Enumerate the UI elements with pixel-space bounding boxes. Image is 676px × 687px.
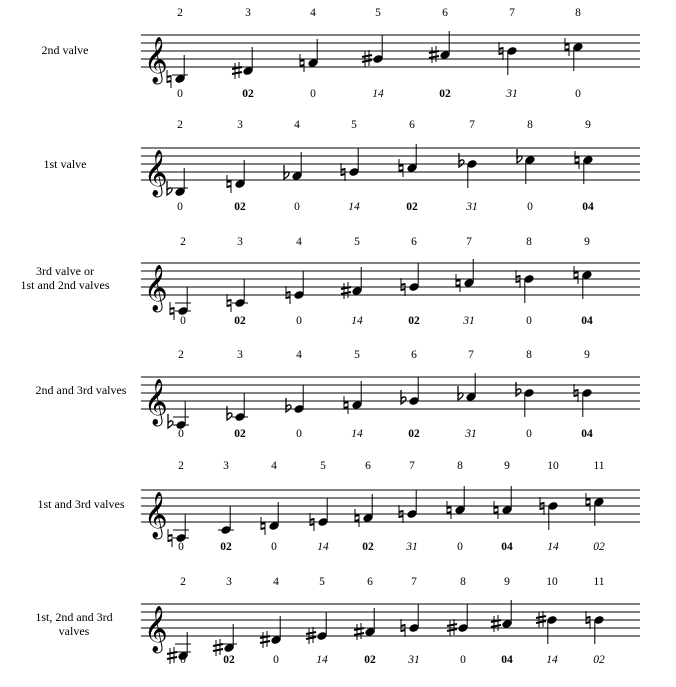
fingering-label: 0 <box>526 315 532 327</box>
fingering-label: 02 <box>234 428 246 440</box>
row-label-1st-valve: 1st valve <box>43 157 87 171</box>
partial-number: 7 <box>466 236 472 248</box>
note <box>213 624 237 656</box>
row-label-2nd-valve: 2nd valve <box>41 43 89 57</box>
fingering-label: 04 <box>501 654 513 666</box>
partial-number: 3 <box>245 7 251 19</box>
fingering-label: 04 <box>582 201 594 213</box>
partial-number: 10 <box>546 576 558 588</box>
fingering-label: 0 <box>310 88 316 100</box>
fingering-label: 0 <box>177 201 183 213</box>
partial-number: 8 <box>457 460 463 472</box>
partial-number: 8 <box>526 349 532 361</box>
fingering-label: 0 <box>180 315 186 327</box>
fingering-label: 02 <box>593 541 605 553</box>
fingering-label: 0 <box>457 541 463 553</box>
fingering-label: 14 <box>372 88 384 100</box>
fingering-label: 31 <box>465 428 477 440</box>
partial-number: 5 <box>375 7 381 19</box>
fingering-label: 02 <box>439 88 451 100</box>
partial-number: 4 <box>310 7 316 19</box>
partial-number: 8 <box>527 119 533 131</box>
partial-number: 3 <box>237 236 243 248</box>
partial-number: 7 <box>411 576 417 588</box>
partial-number: 2 <box>177 7 183 19</box>
notation-row <box>141 7 640 100</box>
fingering-label: 02 <box>362 541 374 553</box>
partial-number: 5 <box>320 460 326 472</box>
partial-number: 9 <box>504 576 510 588</box>
row-label-1st-3rd-valves: 1st and 3rd valves <box>37 497 125 511</box>
partial-number: 9 <box>585 119 591 131</box>
treble-clef-icon: 𝄞 <box>144 37 168 83</box>
partial-number: 6 <box>367 576 373 588</box>
partial-number: 4 <box>294 119 300 131</box>
fingering-label: 02 <box>234 315 246 327</box>
note <box>167 55 188 88</box>
partial-number: 10 <box>547 460 559 472</box>
note <box>260 616 282 648</box>
partial-number: 2 <box>177 119 183 131</box>
fingering-label: 14 <box>351 428 363 440</box>
note <box>167 632 191 664</box>
notation-row <box>141 576 640 666</box>
partial-number: 7 <box>409 460 415 472</box>
fingering-label: 0 <box>575 88 581 100</box>
partial-number: 8 <box>526 236 532 248</box>
partial-number: 8 <box>460 576 466 588</box>
fingering-label: 0 <box>460 654 466 666</box>
note <box>341 267 363 299</box>
partial-number: 2 <box>180 576 186 588</box>
row-label-3rd-valve: 3rd valve or 1st and 2nd valves <box>20 264 110 292</box>
fingering-label: 02 <box>406 201 418 213</box>
notation-row <box>141 119 640 213</box>
partial-number: 11 <box>593 576 605 588</box>
fingering-label: 04 <box>581 428 593 440</box>
fingering-label: 04 <box>581 315 593 327</box>
fingering-label: 0 <box>178 428 184 440</box>
fingering-label: 0 <box>180 654 186 666</box>
partial-number: 6 <box>409 119 415 131</box>
fingering-label: 14 <box>547 541 559 553</box>
fingering-label: 02 <box>242 88 254 100</box>
row-label-2nd-3rd-valves: 2nd and 3rd valves <box>35 383 127 397</box>
fingering-label: 02 <box>364 654 376 666</box>
row-label-all-valves: 1st, 2nd and 3rd valves <box>35 610 113 638</box>
partial-number: 7 <box>469 119 475 131</box>
note <box>354 608 376 640</box>
partial-number: 2 <box>178 460 184 472</box>
notation-row <box>141 349 640 440</box>
fingering-label: 0 <box>294 201 300 213</box>
note <box>491 600 513 632</box>
partial-number: 3 <box>226 576 232 588</box>
partial-number: 4 <box>273 576 279 588</box>
partial-number: 5 <box>354 236 360 248</box>
partial-number: 6 <box>411 349 417 361</box>
note <box>516 382 535 417</box>
partial-number: 2 <box>178 349 184 361</box>
fingering-label: 0 <box>177 88 183 100</box>
partial-number: 7 <box>468 349 474 361</box>
treble-clef-icon: 𝄞 <box>144 265 168 311</box>
fingering-label: 0 <box>296 428 302 440</box>
note <box>232 47 254 79</box>
notation-row <box>141 236 640 327</box>
partial-number: 7 <box>509 7 515 19</box>
fingering-label: 14 <box>351 315 363 327</box>
partial-number: 6 <box>411 236 417 248</box>
treble-clef-icon: 𝄞 <box>144 606 168 652</box>
note <box>286 385 305 414</box>
partial-number: 3 <box>237 119 243 131</box>
note <box>227 160 246 193</box>
partial-number: 9 <box>584 349 590 361</box>
partial-number: 11 <box>593 460 605 472</box>
fingering-label: 02 <box>408 315 420 327</box>
fingering-label: 0 <box>271 541 277 553</box>
fingering-label: 02 <box>408 428 420 440</box>
note <box>429 31 451 63</box>
fingering-label: 02 <box>593 654 605 666</box>
partial-number: 8 <box>575 7 581 19</box>
fingering-label: 14 <box>316 654 328 666</box>
partial-number: 5 <box>319 576 325 588</box>
partial-number: 2 <box>180 236 186 248</box>
note <box>218 506 234 535</box>
note <box>517 149 536 184</box>
notation-row <box>141 460 640 553</box>
partial-number: 5 <box>354 349 360 361</box>
fingering-label: 31 <box>463 315 475 327</box>
fingering-label: 0 <box>526 428 532 440</box>
note <box>401 377 420 406</box>
partial-number: 4 <box>271 460 277 472</box>
fingering-label: 0 <box>178 541 184 553</box>
fingering-label: 31 <box>406 541 418 553</box>
fingering-label: 14 <box>348 201 360 213</box>
note <box>261 502 280 535</box>
treble-clef-icon: 𝄞 <box>144 150 168 196</box>
fingering-label: 0 <box>527 201 533 213</box>
partial-number: 9 <box>504 460 510 472</box>
fingering-label: 0 <box>296 315 302 327</box>
treble-clef-icon: 𝄞 <box>144 379 168 425</box>
fingering-label: 02 <box>223 654 235 666</box>
fingering-label: 31 <box>506 88 518 100</box>
note <box>459 153 478 188</box>
partial-number: 4 <box>296 236 302 248</box>
partial-number: 6 <box>442 7 448 19</box>
partial-number: 4 <box>296 349 302 361</box>
partial-number: 3 <box>223 460 229 472</box>
partial-number: 3 <box>237 349 243 361</box>
fingering-label: 31 <box>408 654 420 666</box>
note <box>227 393 248 422</box>
note <box>168 401 189 430</box>
fingering-label: 31 <box>466 201 478 213</box>
treble-clef-icon: 𝄞 <box>144 492 168 538</box>
fingering-label: 14 <box>546 654 558 666</box>
fingering-label: 02 <box>234 201 246 213</box>
fingering-label: 0 <box>273 654 279 666</box>
partial-number: 6 <box>365 460 371 472</box>
fingering-label: 02 <box>220 541 232 553</box>
fingering-label: 04 <box>501 541 513 553</box>
partial-number: 5 <box>351 119 357 131</box>
fingering-label: 14 <box>317 541 329 553</box>
partial-number: 9 <box>584 236 590 248</box>
